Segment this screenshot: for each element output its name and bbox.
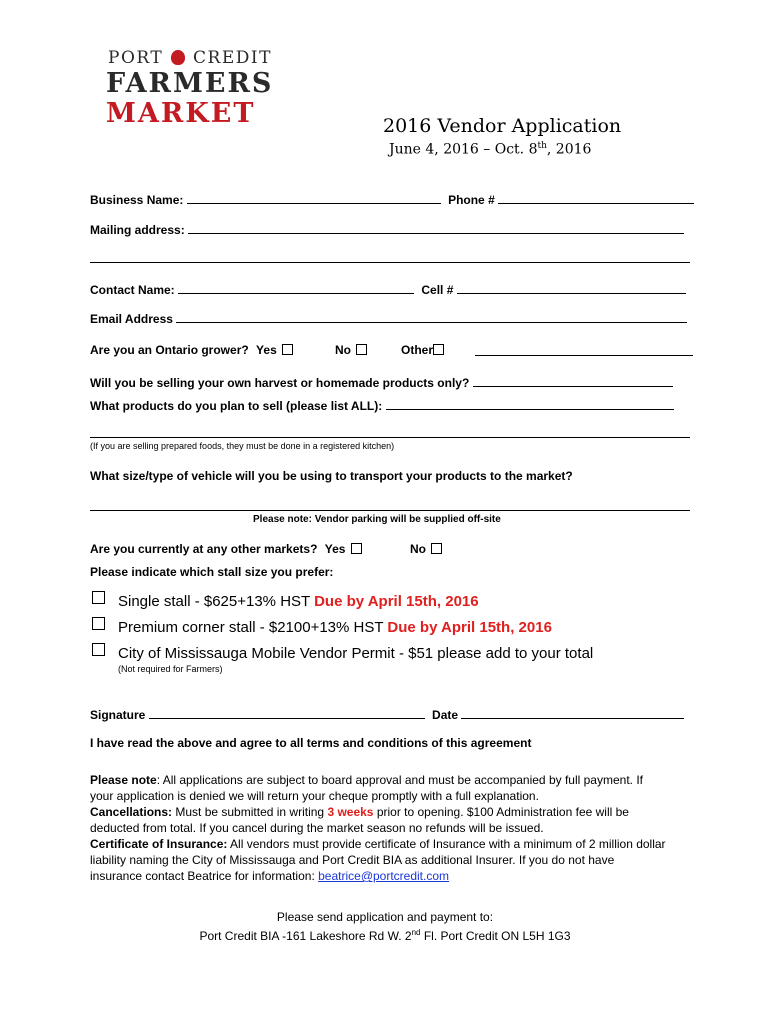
date-field[interactable]	[461, 706, 684, 719]
signature-row	[90, 706, 684, 722]
products-label: What products do you plan to sell (please list ALL):	[90, 399, 383, 413]
email-field[interactable]	[176, 310, 687, 323]
single-stall-option: Single stall - $625+13% HST Due by April 15th, 2016	[118, 593, 479, 610]
prepared-foods-note: (If you are selling prepared foods, they must be done in a registered kitchen)	[90, 441, 395, 451]
cell-label: Cell #	[421, 283, 454, 297]
mailing-address-text: Port Credit BIA -161 Lakeshore Rd W. 2nd Fl. Port Credit ON L5H 1G3	[199, 928, 571, 943]
markets-yes-checkbox[interactable]	[351, 543, 362, 554]
cell-field[interactable]	[457, 281, 686, 294]
other-markets-row: Are you currently at any other markets? Yes No	[90, 542, 490, 558]
agreement-statement: I have read the above and agree to all terms and conditions of this agreement	[90, 736, 532, 750]
date-label: Date	[432, 708, 459, 722]
signature-field[interactable]	[149, 706, 425, 719]
products-row	[90, 397, 674, 413]
vehicle-label: What size/type of vehicle will you be using to transport your products to the market?	[90, 469, 573, 483]
insurance-note: Certificate of Insurance: All vendors must provide certificate of Insurance with a minimum of 2 million dollar	[90, 837, 666, 851]
markets-no-option: No	[410, 542, 442, 556]
mailing-address-label: Mailing address:	[90, 223, 185, 237]
own-harvest-label: Will you be selling your own harvest or homemade products only?	[90, 376, 470, 390]
business-name-field[interactable]	[187, 191, 441, 204]
contact-name-label: Contact Name:	[90, 283, 175, 297]
cancellations-note: Cancellations: Must be submitted in writing 3 weeks prior to opening. $100 Administration fee will be	[90, 805, 629, 819]
grower-yes-checkbox[interactable]	[282, 344, 293, 355]
terms-block	[90, 772, 700, 884]
own-harvest-field[interactable]	[473, 374, 673, 387]
logo-port-credit: PORT CREDIT	[108, 48, 272, 68]
logo-farmers: FARMERS	[106, 68, 274, 99]
single-stall-checkbox[interactable]	[92, 591, 105, 604]
ontario-grower-label: Are you an Ontario grower?	[90, 343, 249, 357]
page-title: 2016 Vendor Application	[383, 115, 622, 137]
phone-field[interactable]	[498, 191, 694, 204]
mailing-address-field[interactable]	[188, 221, 684, 234]
vendor-permit-option: City of Mississauga Mobile Vendor Permit - $51 please add to your total	[118, 645, 594, 662]
grower-no-checkbox[interactable]	[356, 344, 367, 355]
grower-other-option: Other	[401, 343, 444, 357]
insurance-contact: insurance contact Beatrice for information: beatrice@portcredit.com	[90, 869, 450, 883]
products-field[interactable]	[386, 397, 674, 410]
other-markets-label: Are you currently at any other markets?	[90, 542, 318, 556]
markets-no-checkbox[interactable]	[431, 543, 442, 554]
not-required-note: (Not required for Farmers)	[118, 664, 223, 674]
ontario-grower-row: Are you an Ontario grower? Yes No Other	[90, 343, 695, 359]
mailing-address-field-2[interactable]	[90, 262, 690, 263]
mailing-instructions	[0, 909, 770, 944]
premium-stall-due: Due by April 15th, 2016	[387, 619, 552, 636]
contact-name-field[interactable]	[178, 281, 414, 294]
business-name-row	[90, 191, 694, 207]
approval-note-2: your application is denied we will return your cheque promptly with a full explanation.	[90, 789, 539, 803]
premium-stall-option: Premium corner stall - $2100+13% HST Due by April 15th, 2016	[118, 619, 552, 636]
mailing-address-row	[90, 221, 684, 237]
premium-stall-checkbox[interactable]	[92, 617, 105, 630]
stall-prompt: Please indicate which stall size you prefer:	[90, 565, 334, 579]
contact-email-link[interactable]: beatrice@portcredit.com	[318, 869, 450, 883]
market-logo	[100, 46, 275, 132]
logo-market: MARKET	[106, 98, 256, 129]
products-field-2[interactable]	[90, 437, 690, 438]
business-name-label: Business Name:	[90, 193, 184, 207]
grower-other-checkbox[interactable]	[433, 344, 444, 355]
email-label: Email Address	[90, 312, 173, 326]
parking-note: Please note: Vendor parking will be supplied off-site	[253, 514, 501, 525]
send-to-label: Please send application and payment to:	[276, 910, 494, 924]
event-dates: June 4, 2016 – Oct. 8th, 2016	[389, 141, 592, 158]
grower-no-option: No	[335, 343, 367, 357]
signature-label: Signature	[90, 708, 146, 722]
vehicle-field[interactable]	[90, 510, 690, 511]
own-harvest-row	[90, 374, 673, 390]
approval-note: Please note: All applications are subject to board approval and must be accompanied by full payment. If	[90, 773, 643, 787]
insurance-note-2: liability naming the City of Mississauga and Port Credit BIA as additional Insurer. If you do not have	[90, 853, 615, 867]
phone-label: Phone #	[448, 193, 495, 207]
contact-name-row	[90, 281, 686, 297]
grower-other-field[interactable]	[475, 343, 693, 356]
cancellations-note-2: deducted from total. If you cancel during the market season no refunds will be issued.	[90, 821, 544, 835]
email-row	[90, 310, 687, 326]
single-stall-due: Due by April 15th, 2016	[314, 593, 479, 610]
vendor-permit-checkbox[interactable]	[92, 643, 105, 656]
apple-icon	[171, 50, 185, 65]
